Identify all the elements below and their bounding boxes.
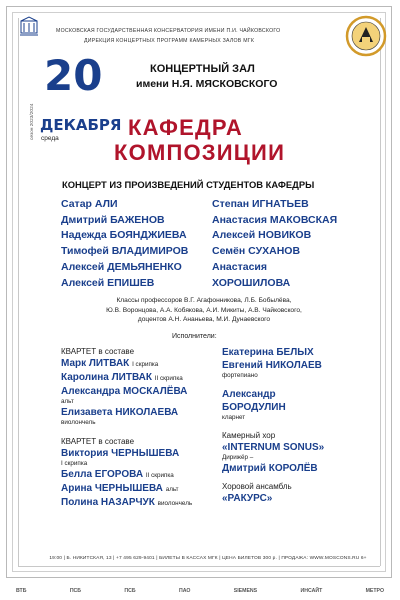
sponsor-logo: ПАО	[178, 588, 191, 594]
composer-name: Дмитрий БАЖЕНОВ	[61, 213, 165, 226]
venue-name: имени Н.Я. МЯСКОВСКОГО	[136, 78, 278, 90]
performer-role: II скрипка	[154, 375, 183, 382]
classes-line: Ю.В. Воронцова, А.А. Кобякова, А.И. Микиты, А.В. Чайковского,	[106, 306, 302, 314]
composer-name: Алексей ЕПИШЕВ	[61, 276, 155, 289]
conductor-label: Дирижёр –	[222, 454, 254, 461]
composer-name: Семён СУХАНОВ	[212, 245, 301, 258]
performer-name: Марк ЛИТВАК	[61, 358, 130, 369]
performer-name: Полина НАЗАРЧУК	[61, 497, 155, 508]
performer-name: Евгений НИКОЛАЕВ	[222, 360, 322, 371]
performer-name: Елизавета НИКОЛАЕВА	[61, 407, 179, 418]
performer-name: Александра МОСКАЛЁВА	[61, 386, 188, 397]
institution-line: МОСКОВСКАЯ ГОСУДАРСТВЕННАЯ КОНСЕРВАТОРИЯ ИМЕНИ П.И. ЧАЙКОВСКОГО	[56, 28, 281, 34]
composers-right-list	[212, 197, 337, 291]
performers-heading: Исполнители:	[172, 333, 217, 340]
season-label: сезон 2023/2024	[30, 103, 35, 140]
composers-left-list	[61, 197, 188, 291]
venue-title: КОНЦЕРТНЫЙ ЗАЛ	[150, 63, 255, 75]
quartet-2	[61, 436, 211, 510]
composer-name: Надежда БОЯНДЖИЕВА	[61, 229, 187, 242]
choir-name: «INTERNUM SONUS»	[222, 442, 325, 453]
performer-role: альт	[61, 398, 74, 405]
frame-left-rule	[18, 18, 19, 566]
ensemble-name: «РАКУРС»	[222, 493, 273, 504]
performer-entry	[61, 371, 211, 385]
conservatory-emblem-icon	[18, 16, 40, 38]
composer-name: ХОРОШИЛОВА	[212, 276, 291, 289]
composer-name: Анастасия	[212, 260, 268, 273]
sponsor-logo: ВТБ	[16, 588, 27, 594]
season-label-wrapper	[30, 78, 40, 140]
performer-entry	[61, 357, 211, 371]
composer-name: Анастасия МАКОВСКАЯ	[212, 213, 338, 226]
performer-role: I скрипка	[61, 460, 88, 467]
performer-entry	[61, 468, 211, 482]
sponsor-logo: ПСБ	[124, 588, 136, 594]
classes-line: Классы профессоров В.Г. Агафонникова, Л.Б. Бобылёва,	[116, 297, 292, 304]
quartet-1	[61, 346, 211, 427]
quartet-label: КВАРТЕТ в составе	[61, 437, 135, 446]
event-month: ДЕКАБРЯ	[40, 116, 122, 134]
frame-right-rule	[380, 18, 381, 566]
quartet-label: КВАРТЕТ в составе	[61, 347, 135, 356]
event-weekday: среда	[41, 135, 59, 142]
composer-name: Алексей НОВИКОВ	[212, 229, 312, 242]
concert-subtitle: КОНЦЕРТ ИЗ ПРОИЗВЕДЕНИЙ СТУДЕНТОВ КАФЕДРЫ	[62, 179, 315, 190]
performer-role: II скрипка	[145, 472, 174, 479]
hall-seal-logo-icon	[345, 15, 387, 57]
department-title-line1: КАФЕДРА	[128, 115, 243, 140]
performer-name: Каролина ЛИТВАК	[61, 372, 152, 383]
composer-name: Сатар АЛИ	[61, 198, 118, 210]
sponsor-logo: SIEMENS	[233, 588, 258, 594]
performer-name: Виктория ЧЕРНЫШЕВА	[61, 448, 180, 459]
performer-role: кларнет	[222, 414, 246, 421]
composer-name: Степан ИГНАТЬЕВ	[212, 198, 309, 210]
sponsor-logo: МЕТРО	[365, 588, 384, 594]
choir-label: Камерный хор	[222, 431, 276, 440]
professors-classes	[44, 296, 364, 325]
performer-name-first: Александр	[222, 389, 276, 400]
event-day: 20	[44, 51, 103, 100]
performer-entry	[61, 482, 211, 496]
performer-role: фортепиано	[222, 372, 258, 379]
performer-name: Екатерина БЕЛЫХ	[222, 347, 314, 358]
performer-role: альт	[165, 486, 179, 493]
performer-name-last: БОРОДУЛИН	[222, 402, 286, 413]
performer-role: виолончель	[61, 419, 96, 426]
composer-name: Алексей ДЕМЬЯНЕНКО	[61, 260, 182, 273]
performer-role: I скрипка	[132, 361, 159, 368]
composer-name: Тимофей ВЛАДИМИРОВ	[61, 245, 189, 258]
directorate-line: ДИРЕКЦИЯ КОНЦЕРТНЫХ ПРОГРАММ КАМЕРНЫХ ЗАЛОВ МГК	[84, 38, 255, 44]
right-performers	[222, 346, 372, 505]
performer-name: Арина ЧЕРНЫШЕВА	[61, 483, 163, 494]
performer-role: виолончель	[157, 500, 193, 507]
sponsor-logo: ИНСАЙТ	[300, 588, 323, 594]
ensemble-label: Хоровой ансамбль	[222, 482, 292, 491]
performer-entry	[61, 496, 211, 510]
department-title-line2: КОМПОЗИЦИИ	[114, 140, 286, 165]
conductor-name: Дмитрий КОРОЛЁВ	[222, 463, 318, 474]
sponsor-logos-strip	[12, 584, 388, 598]
classes-line: доцентов А.Н. Ананьева, М.И. Дунаевского	[137, 316, 271, 324]
ticket-info-footer: 19:00 | Б. НИКИТСКАЯ, 13 | +7 495 629-9401 | БИЛЕТЫ В КАССАХ МГК | ЦЕНА БИЛЕТОВ 300 р. | ПРОДАЖА: WWW.MOSCONS.RU 6+	[49, 556, 367, 561]
frame-bottom-rule	[18, 566, 380, 567]
sponsor-logo: ПСБ	[69, 588, 82, 594]
performer-name: Белла ЕГОРОВА	[61, 469, 144, 480]
